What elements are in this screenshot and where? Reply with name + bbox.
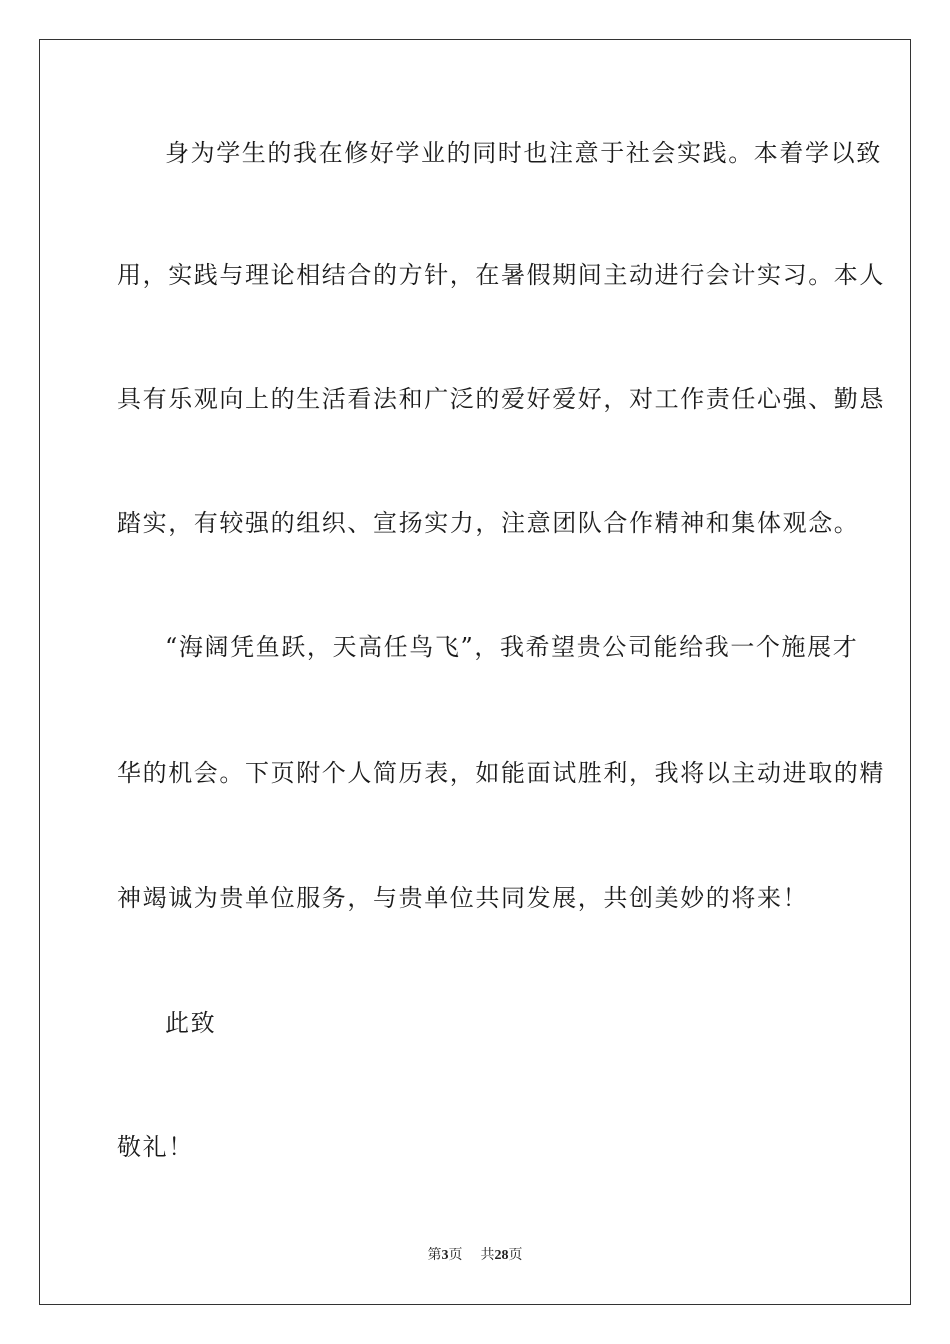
- page-prefix: 第: [427, 1248, 442, 1263]
- body-line-4: 踏实，有较强的组织、宣扬实力，注意团队合作精神和集体观念。: [117, 509, 860, 537]
- total-pages: 28: [494, 1248, 509, 1263]
- body-line-2: 用，实践与理论相结合的方针，在暑假期间主动进行会计实习。本人: [117, 261, 885, 289]
- page-footer: [0, 1247, 950, 1265]
- body-line-6: 华的机会。下页附个人简历表，如能面试胜利，我将以主动进取的精: [117, 759, 885, 787]
- page-number: 3: [441, 1248, 449, 1263]
- total-prefix: 共: [480, 1248, 495, 1263]
- body-line-7: 神竭诚为贵单位服务，与贵单位共同发展，共创美妙的将来！: [117, 884, 809, 912]
- body-line-3: 具有乐观向上的生活看法和广泛的爱好爱好，对工作责任心强、勤恳: [117, 385, 885, 413]
- body-line-5: “海阔凭鱼跃，天高任鸟飞”，我希望贵公司能给我一个施展才: [165, 633, 859, 661]
- closing-regards: 敬礼！: [117, 1133, 194, 1161]
- closing-salutation: 此致: [165, 1009, 217, 1037]
- page-suffix: 页: [448, 1248, 463, 1263]
- page-border: [39, 39, 911, 1305]
- total-suffix: 页: [508, 1248, 523, 1263]
- body-line-1: 身为学生的我在修好学业的同时也注意于社会实践。本着学以致: [165, 139, 882, 167]
